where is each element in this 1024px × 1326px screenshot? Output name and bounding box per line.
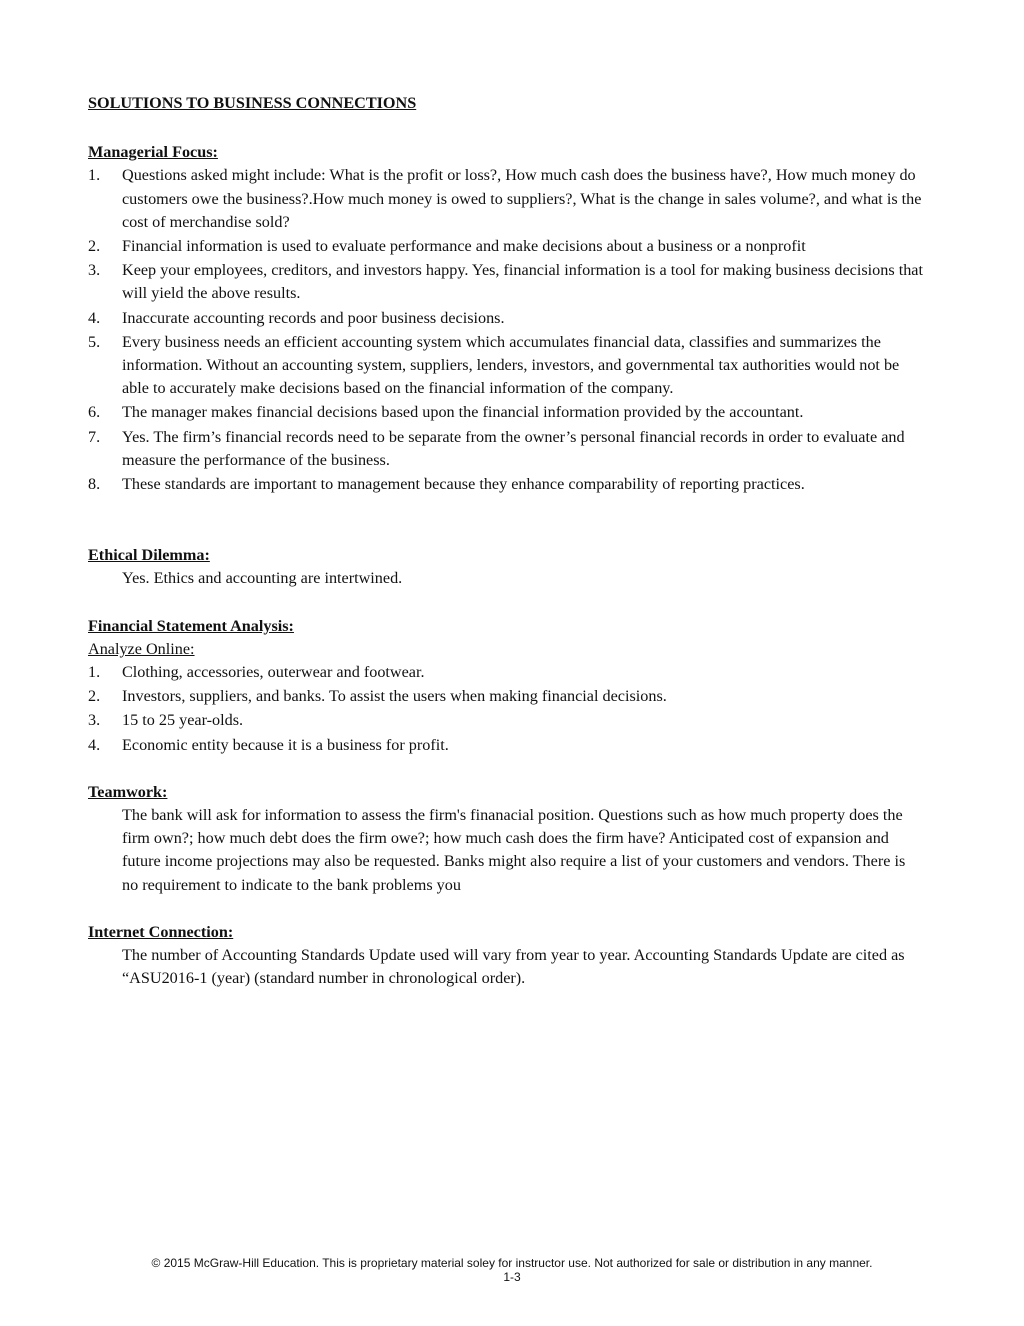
item-text: 15 to 25 year-olds. xyxy=(122,711,244,730)
list-item xyxy=(88,307,924,330)
item-text: Investors, suppliers, and banks. To assist the users when making financial decisions. xyxy=(122,687,667,706)
item-number: 7. xyxy=(88,427,101,446)
managerial-focus-heading: Managerial Focus: xyxy=(88,143,218,162)
list-item xyxy=(88,709,924,732)
list-item xyxy=(88,426,924,472)
item-number: 2. xyxy=(88,687,101,706)
item-text: Every business needs an efficient accounting system which accumulates financial data, classifies and summarizes the information. Without an accounting system, suppliers, lenders, investors, and governmental tax authorities would not be able to accurately make decisions based on the financial information of the company. xyxy=(122,332,900,398)
item-text: Clothing, accessories, outerwear and footwear. xyxy=(122,663,425,682)
item-text: Yes. The firm’s financial records need to be separate from the owner’s personal financial records in order to evaluate and measure the performance of the business. xyxy=(122,427,905,469)
list-item xyxy=(88,473,924,496)
teamwork-heading: Teamwork: xyxy=(88,782,168,801)
item-number: 4. xyxy=(88,735,101,754)
list-item xyxy=(88,164,924,234)
item-number: 8. xyxy=(88,475,101,494)
item-text: The manager makes financial decisions based upon the financial information provided by the accountant. xyxy=(122,403,804,422)
document-page xyxy=(88,92,924,1015)
item-number: 4. xyxy=(88,308,101,327)
analyze-online-subheading: Analyze Online: xyxy=(88,639,195,658)
item-number: 3. xyxy=(88,261,101,280)
item-text: Questions asked might include: What is the profit or loss?, How much cash does the business have?, How much money do customers owe the business?.How much money is owed to suppliers?, What is the change in sales volume?, and what is the cost of merchandise sold? xyxy=(122,166,922,231)
item-text: Keep your employees, creditors, and investors happy. Yes, financial information is a tool for making business decisions that will yield the above results. xyxy=(122,261,923,303)
ethical-dilemma-section xyxy=(88,544,924,590)
ethical-dilemma-heading: Ethical Dilemma: xyxy=(88,546,210,565)
document-title: SOLUTIONS TO BUSINESS CONNECTIONS xyxy=(88,94,417,112)
list-item xyxy=(88,259,924,305)
item-text: Economic entity because it is a business for profit. xyxy=(122,735,449,754)
list-item xyxy=(88,331,924,401)
managerial-focus-section xyxy=(88,141,924,496)
copyright-notice: © 2015 McGraw-Hill Education. This is proprietary material soley for instructor use. Not authorized for sale or distribution in any manner. xyxy=(151,1256,873,1270)
ethical-dilemma-text: Yes. Ethics and accounting are intertwined. xyxy=(122,569,403,588)
page-footer xyxy=(0,1256,1024,1284)
item-number: 3. xyxy=(88,711,101,730)
internet-connection-heading: Internet Connection: xyxy=(88,922,234,941)
list-item xyxy=(88,661,924,684)
item-number: 1. xyxy=(88,166,101,185)
financial-statement-analysis-list xyxy=(88,661,924,757)
teamwork-text: The bank will ask for information to assess the firm's finanacial position. Questions such as how much property does the firm own?; how much debt does the firm owe?; how much cash does the firm have? Anticipated cost of expansion and future income projections may also be requested. Banks might also require a list of your customers and vendors. There is no requirement to indicate to the bank problems you xyxy=(122,806,906,894)
item-number: 1. xyxy=(88,663,101,682)
item-text: Inaccurate accounting records and poor business decisions. xyxy=(122,308,505,327)
teamwork-section xyxy=(88,781,924,897)
item-number: 6. xyxy=(88,403,101,422)
item-text: These standards are important to management because they enhance comparability of reporting practices. xyxy=(122,475,805,494)
item-text: Financial information is used to evaluate performance and make decisions about a business or a nonprofit xyxy=(122,237,806,256)
item-number: 5. xyxy=(88,332,101,351)
page-number: 1-3 xyxy=(503,1270,521,1284)
list-item xyxy=(88,235,924,258)
financial-statement-analysis-heading: Financial Statement Analysis: xyxy=(88,616,294,635)
internet-connection-text: The number of Accounting Standards Update used will vary from year to year. Accounting Standards Update are cited as “ASU2016-1 (year) (standard number in chronological order). xyxy=(122,946,905,988)
financial-statement-analysis-section xyxy=(88,615,924,757)
list-item xyxy=(88,401,924,424)
managerial-focus-list xyxy=(88,164,924,496)
item-number: 2. xyxy=(88,237,101,256)
internet-connection-section xyxy=(88,921,924,991)
list-item xyxy=(88,734,924,757)
list-item xyxy=(88,685,924,708)
